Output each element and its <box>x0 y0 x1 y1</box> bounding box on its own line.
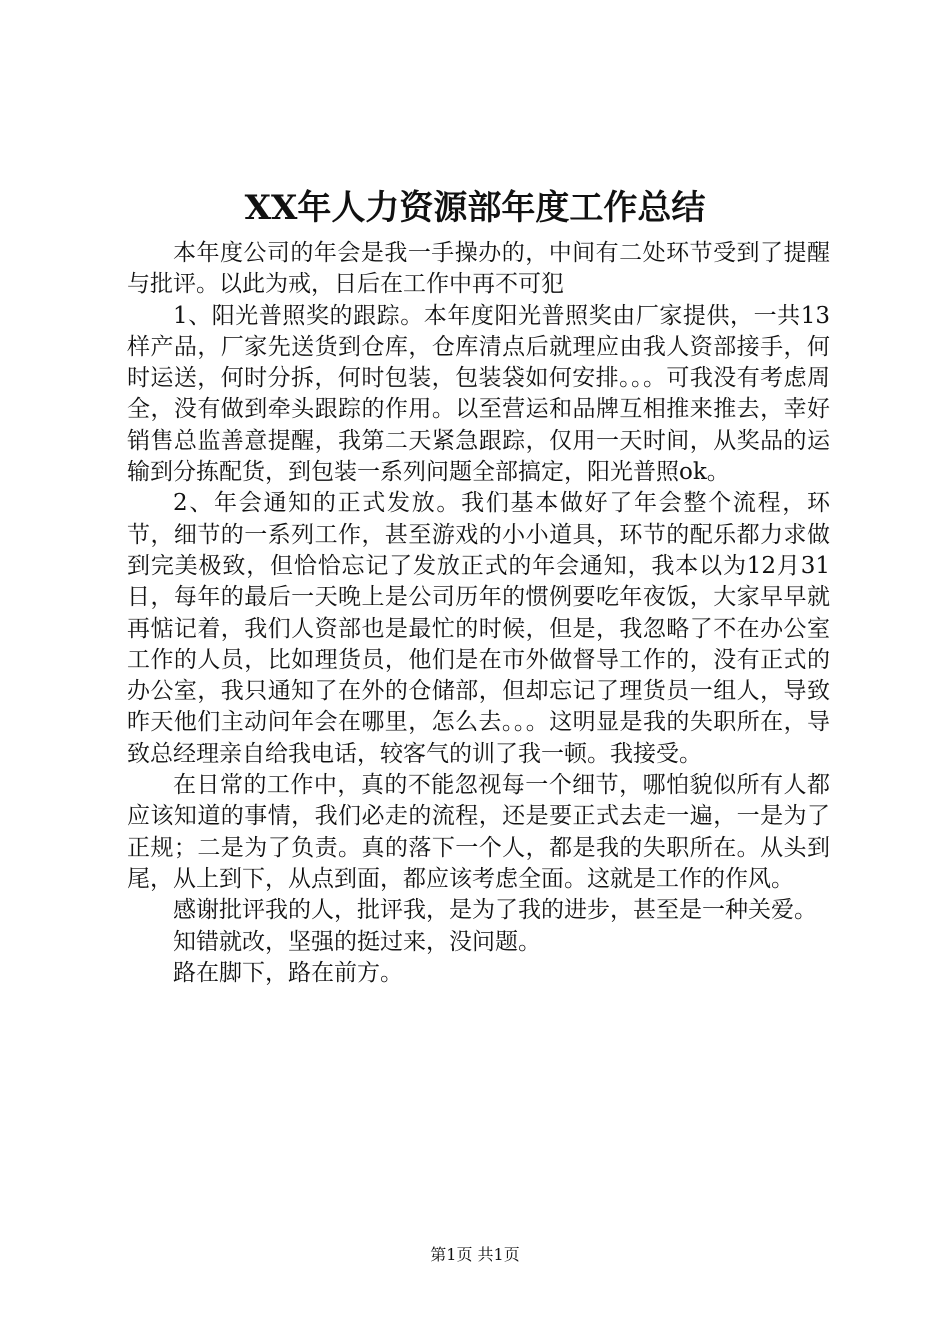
paragraph-reflection: 在日常的工作中，真的不能忽视每一个细节，哪怕貌似所有人都应该知道的事情，我们必走的流程，还是要正式去走一遍，一是为了正规；二是为了负责。真的落下一个人，都是我的失职所在。从头到尾，从上到下，从点到面，都应该考虑全面。这就是工作的作风。 <box>127 772 830 892</box>
document-body <box>127 238 830 989</box>
paragraph-item-1: 1、阳光普照奖的跟踪。本年度阳光普照奖由厂家提供，一共13样产品，厂家先送货到仓库，仓库清点后就理应由我人资部接手，何时运送，何时分拆，何时包装，包装袋如何安排。。。可我没有考虑周全，没有做到牵头跟踪的作用。以至营运和品牌互相推来推去，幸好销售总监善意提醒，我第二天紧急跟踪，仅用一天时间，从奖品的运输到分拣配货，到包装一系列问题全部搞定，阳光普照ok。 <box>127 302 830 486</box>
page-footer: 第1页 共1页 <box>430 1245 520 1264</box>
paragraph-item-2: 2、年会通知的正式发放。我们基本做好了年会整个流程，环节，细节的一系列工作，甚至游戏的小小道具，环节的配乐都力求做到完美极致，但恰恰忘记了发放正式的年会通知，我本以为12月31日，每年的最后一天晚上是公司历年的惯例要吃年夜饭，大家早早就再惦记着，我们人资部也是最忙的时候，但是，我忽略了不在办公室工作的人员，比如理货员，他们是在市外做督导工作的，没有正式的办公室，我只通知了在外的仓储部，但却忘记了理货员一组人，导致昨天他们主动问年会在哪里，怎么去。。。这明显是我的失职所在，导致总经理亲自给我电话，较客气的训了我一顿。我接受。 <box>127 490 830 767</box>
paragraph-intro: 本年度公司的年会是我一手操办的，中间有二处环节受到了提醒与批评。以此为戒，日后在工作中再不可犯 <box>127 240 830 298</box>
paragraph-resolve: 知错就改，坚强的挺过来，没问题。 <box>173 928 541 955</box>
paragraph-thanks: 感谢批评我的人，批评我，是为了我的进步，甚至是一种关爱。 <box>173 897 817 924</box>
paragraph-closing: 路在脚下，路在前方。 <box>173 959 403 986</box>
document-title: XX年人力资源部年度工作总结 <box>244 188 706 228</box>
